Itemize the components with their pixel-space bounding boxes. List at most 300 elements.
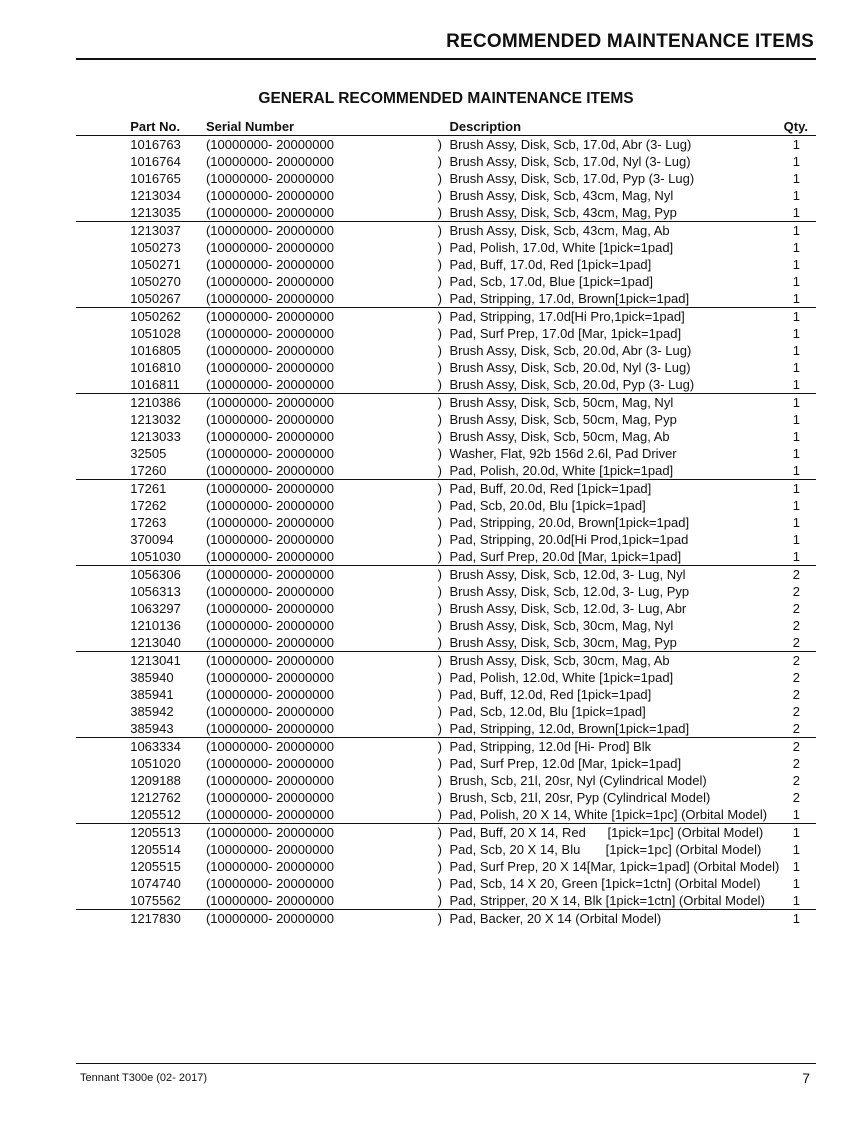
table-row [76, 497, 816, 514]
serial-range [206, 720, 450, 738]
row-spacer [76, 566, 130, 584]
quantity: 1 [792, 204, 800, 220]
serial-range-text: (10000000- 20000000 [205, 789, 334, 805]
part-number: 1213040 [130, 634, 181, 650]
part-number: 1209188 [130, 772, 181, 788]
description: Pad, Buff, 17.0d, Red [1pick=1pad] [449, 256, 652, 272]
serial-range-wrap [206, 807, 442, 823]
quantity: 2 [792, 634, 800, 650]
serial-range-text: (10000000- 20000000 [205, 669, 334, 685]
table-row [76, 136, 816, 154]
part-number: 1205512 [130, 806, 181, 822]
serial-range-close: ) [437, 325, 442, 341]
header-spacer [76, 119, 130, 136]
column-header-serial: Serial Number [206, 119, 450, 136]
serial-range-close: ) [437, 858, 442, 874]
description: Brush Assy, Disk, Scb, 17.0d, Nyl (3- Lug) [449, 153, 691, 169]
table-row [76, 290, 816, 308]
quantity: 1 [779, 480, 816, 498]
serial-range-wrap [206, 137, 442, 153]
serial-range-text: (10000000- 20000000 [205, 376, 334, 392]
row-spacer [76, 411, 130, 428]
serial-range-wrap [206, 463, 442, 479]
quantity: 2 [792, 772, 800, 788]
serial-range [206, 136, 450, 154]
serial-range-text: (10000000- 20000000 [205, 738, 334, 754]
quantity: 1 [792, 548, 800, 564]
quantity: 1 [792, 462, 800, 478]
part-number: 1051030 [130, 548, 181, 564]
serial-range-close: ) [437, 583, 442, 599]
description: Pad, Surf Prep, 20 X 14[Mar, 1pick=1pad] (Orbital Model) [449, 858, 780, 874]
description: Brush Assy, Disk, Scb, 50cm, Mag, Ab [449, 428, 670, 444]
serial-range [206, 892, 450, 910]
table-row [76, 789, 816, 806]
serial-range-wrap [206, 859, 442, 875]
table-row [76, 858, 816, 875]
serial-range-text: (10000000- 20000000 [205, 428, 334, 444]
part-number: 1213035 [130, 204, 181, 220]
serial-range-close: ) [437, 755, 442, 771]
page-header-title: RECOMMENDED MAINTENANCE ITEMS [446, 31, 814, 52]
serial-range-wrap [206, 635, 442, 651]
part-number: 1016805 [130, 342, 181, 358]
column-header-description: Description [450, 119, 780, 136]
serial-range-text: (10000000- 20000000 [205, 686, 334, 702]
row-spacer [76, 342, 130, 359]
row-spacer [76, 187, 130, 204]
table-row [76, 359, 816, 376]
description: Pad, Polish, 20 X 14, White [1pick=1pc] (Orbital Model) [449, 806, 768, 822]
serial-range-wrap [206, 326, 442, 342]
serial-range-wrap [206, 567, 442, 583]
part-number: 1205514 [130, 841, 181, 857]
serial-range [206, 170, 450, 187]
quantity: 1 [792, 531, 800, 547]
row-spacer [76, 153, 130, 170]
part-number: 1016811 [130, 376, 180, 392]
serial-range-text: (10000000- 20000000 [205, 600, 334, 616]
description: Brush Assy, Disk, Scb, 17.0d, Pyp (3- Lug) [449, 170, 695, 186]
serial-range-text: (10000000- 20000000 [205, 720, 334, 736]
quantity: 1 [779, 824, 816, 842]
serial-range-close: ) [437, 566, 442, 582]
serial-range-text: (10000000- 20000000 [205, 841, 334, 857]
table-row [76, 841, 816, 858]
serial-range-wrap [206, 825, 442, 841]
maintenance-items-table [76, 119, 816, 927]
serial-range-text: (10000000- 20000000 [205, 514, 334, 530]
serial-range-text: (10000000- 20000000 [205, 170, 334, 186]
row-spacer [76, 652, 130, 670]
description: Brush Assy, Disk, Scb, 50cm, Mag, Nyl [450, 394, 780, 412]
quantity: 2 [792, 583, 800, 599]
description: Pad, Scb, 12.0d, Blu [1pick=1pad] [449, 703, 646, 719]
footer-document-id: Tennant T300e (02- 2017) [80, 1072, 207, 1084]
description: Brush, Scb, 21l, 20sr, Nyl (Cylindrical Model) [449, 772, 707, 788]
description: Pad, Surf Prep, 12.0d [Mar, 1pick=1pad] [449, 755, 682, 771]
part-number: 1051020 [130, 755, 181, 771]
serial-range-close: ) [437, 394, 442, 410]
serial-range-wrap [206, 601, 442, 617]
serial-range-text: (10000000- 20000000 [205, 290, 334, 306]
serial-range [206, 583, 450, 600]
quantity: 1 [792, 187, 800, 203]
description: Pad, Buff, 20.0d, Red [1pick=1pad] [450, 480, 780, 498]
serial-range-text: (10000000- 20000000 [205, 204, 334, 220]
description: Pad, Stripping, 12.0d, Brown[1pick=1pad] [449, 720, 690, 736]
serial-range [206, 411, 450, 428]
serial-range-wrap [206, 154, 442, 170]
serial-range-text: (10000000- 20000000 [205, 359, 334, 375]
part-number: 1213037 [130, 222, 206, 240]
quantity: 2 [779, 738, 816, 756]
serial-range-wrap [206, 687, 442, 703]
serial-range-close: ) [437, 462, 442, 478]
serial-range-wrap [206, 842, 442, 858]
serial-range-close: ) [437, 376, 442, 392]
part-number: 1213034 [130, 187, 181, 203]
serial-range [206, 652, 450, 670]
serial-range-close: ) [437, 669, 442, 685]
serial-range [206, 376, 450, 394]
row-spacer [76, 359, 130, 376]
serial-range-text: (10000000- 20000000 [205, 755, 334, 771]
serial-range-text: (10000000- 20000000 [205, 892, 334, 908]
row-spacer [76, 325, 130, 342]
serial-range-text: (10000000- 20000000 [205, 548, 334, 564]
part-number: 17261 [130, 480, 206, 498]
table-row [76, 153, 816, 170]
quantity: 2 [792, 669, 800, 685]
quantity: 2 [792, 755, 800, 771]
serial-range [206, 514, 450, 531]
row-spacer [76, 738, 130, 756]
serial-range-text: (10000000- 20000000 [205, 411, 334, 427]
table-row [76, 755, 816, 772]
serial-range-close: ) [437, 548, 442, 564]
quantity: 2 [792, 600, 800, 616]
serial-range-wrap [206, 721, 442, 737]
serial-range-wrap [206, 309, 442, 325]
row-spacer [76, 910, 130, 928]
serial-range-wrap [206, 790, 442, 806]
serial-range-wrap [206, 257, 442, 273]
serial-range-text: (10000000- 20000000 [205, 187, 334, 203]
serial-range [206, 669, 450, 686]
serial-range-close: ) [437, 359, 442, 375]
serial-range [206, 755, 450, 772]
row-spacer [76, 462, 130, 480]
serial-range [206, 686, 450, 703]
serial-range-close: ) [437, 875, 442, 891]
serial-range [206, 566, 450, 584]
quantity: 1 [792, 841, 800, 857]
serial-range-text: (10000000- 20000000 [205, 806, 334, 822]
serial-range [206, 325, 450, 342]
serial-range-text: (10000000- 20000000 [205, 136, 334, 152]
serial-range-wrap [206, 395, 442, 411]
serial-range-wrap [206, 773, 442, 789]
serial-range [206, 428, 450, 445]
quantity: 1 [792, 892, 800, 908]
description: Washer, Flat, 92b 156d 2.6l, Pad Driver [449, 445, 677, 461]
row-spacer [76, 308, 130, 326]
row-spacer [76, 600, 130, 617]
table-row [76, 824, 816, 842]
quantity: 1 [792, 514, 800, 530]
footer-divider [76, 1063, 816, 1064]
serial-range-text: (10000000- 20000000 [205, 394, 334, 410]
table-row [76, 222, 816, 240]
serial-range-text: (10000000- 20000000 [205, 480, 334, 496]
serial-range-close: ) [437, 531, 442, 547]
quantity: 2 [792, 720, 800, 736]
serial-range [206, 187, 450, 204]
part-number: 1050273 [130, 239, 181, 255]
serial-range-text: (10000000- 20000000 [205, 273, 334, 289]
serial-range-text: (10000000- 20000000 [205, 531, 334, 547]
table-row [76, 806, 816, 824]
serial-range-close: ) [437, 256, 442, 272]
serial-range-text: (10000000- 20000000 [205, 858, 334, 874]
serial-range-wrap [206, 653, 442, 669]
row-spacer [76, 445, 130, 462]
serial-range-close: ) [437, 136, 442, 152]
serial-range-text: (10000000- 20000000 [205, 222, 334, 238]
table-row [76, 514, 816, 531]
serial-range-wrap [206, 240, 442, 256]
description: Brush Assy, Disk, Scb, 43cm, Mag, Pyp [449, 204, 677, 220]
serial-range-close: ) [437, 153, 442, 169]
part-number: 17262 [130, 497, 167, 513]
serial-range-close: ) [437, 480, 442, 496]
serial-range-wrap [206, 876, 442, 892]
table-row [76, 256, 816, 273]
part-number: 17263 [130, 514, 167, 530]
table-row [76, 187, 816, 204]
table-row [76, 411, 816, 428]
serial-range-wrap [206, 618, 442, 634]
page-number: 7 [802, 1070, 810, 1086]
table-row [76, 686, 816, 703]
serial-range-close: ) [437, 342, 442, 358]
table-row [76, 445, 816, 462]
serial-range [206, 841, 450, 858]
table-row [76, 376, 816, 394]
quantity: 1 [779, 222, 816, 240]
row-spacer [76, 755, 130, 772]
serial-range [206, 480, 450, 498]
row-spacer [76, 858, 130, 875]
table-row [76, 462, 816, 480]
row-spacer [76, 531, 130, 548]
table-row [76, 703, 816, 720]
serial-range-text: (10000000- 20000000 [205, 153, 334, 169]
serial-range [206, 789, 450, 806]
table-row [76, 308, 816, 326]
quantity: 1 [792, 256, 800, 272]
row-spacer [76, 669, 130, 686]
description: Brush Assy, Disk, Scb, 43cm, Mag, Ab [450, 222, 780, 240]
serial-range [206, 703, 450, 720]
part-number: 1205513 [130, 824, 206, 842]
serial-range-close: ) [437, 789, 442, 805]
serial-range-wrap [206, 756, 442, 772]
quantity: 1 [792, 411, 800, 427]
serial-range-wrap [206, 584, 442, 600]
serial-range [206, 462, 450, 480]
part-number: 1210136 [130, 617, 181, 633]
quantity: 2 [779, 652, 816, 670]
row-spacer [76, 583, 130, 600]
quantity: 1 [792, 170, 800, 186]
serial-range-wrap [206, 481, 442, 497]
part-number: 385943 [130, 720, 174, 736]
part-number: 1051028 [130, 325, 181, 341]
serial-range [206, 772, 450, 789]
serial-range [206, 256, 450, 273]
serial-range-text: (10000000- 20000000 [205, 703, 334, 719]
serial-range-wrap [206, 274, 442, 290]
row-spacer [76, 497, 130, 514]
serial-range-wrap [206, 360, 442, 376]
description: Brush Assy, Disk, Scb, 30cm, Mag, Pyp [449, 634, 677, 650]
part-number: 1056306 [130, 566, 206, 584]
part-number: 1210386 [130, 394, 206, 412]
serial-range-wrap [206, 412, 442, 428]
quantity: 2 [792, 703, 800, 719]
serial-range [206, 548, 450, 566]
part-number: 1050270 [130, 273, 181, 289]
description: Brush Assy, Disk, Scb, 12.0d, 3- Lug, Nyl [450, 566, 780, 584]
header-divider [76, 58, 816, 60]
quantity: 1 [792, 290, 800, 306]
part-number: 32505 [130, 445, 167, 461]
part-number: 1016810 [130, 359, 181, 375]
table-row [76, 652, 816, 670]
table-row [76, 669, 816, 686]
quantity: 1 [792, 273, 800, 289]
row-spacer [76, 239, 130, 256]
column-header-qty: Qty. [779, 119, 816, 136]
description: Brush Assy, Disk, Scb, 30cm, Mag, Nyl [449, 617, 674, 633]
part-number: 1050271 [130, 256, 181, 272]
row-spacer [76, 394, 130, 412]
serial-range [206, 342, 450, 359]
serial-range [206, 617, 450, 634]
row-spacer [76, 686, 130, 703]
serial-range-wrap [206, 171, 442, 187]
serial-range-wrap [206, 515, 442, 531]
table-header-row [76, 119, 816, 136]
serial-range-close: ) [437, 428, 442, 444]
description: Pad, Scb, 20 X 14, Blu [1pick=1pc] (Orbital Model) [449, 841, 762, 857]
quantity: 1 [779, 910, 816, 928]
row-spacer [76, 703, 130, 720]
table-row [76, 583, 816, 600]
row-spacer [76, 806, 130, 824]
part-number: 385940 [130, 669, 174, 685]
table-row [76, 910, 816, 928]
serial-range-wrap [206, 343, 442, 359]
serial-range-wrap [206, 188, 442, 204]
part-number: 1075562 [130, 892, 181, 908]
serial-range-text: (10000000- 20000000 [205, 325, 334, 341]
row-spacer [76, 875, 130, 892]
quantity: 1 [792, 376, 800, 392]
serial-range-close: ) [437, 273, 442, 289]
part-number: 1074740 [130, 875, 181, 891]
serial-range-text: (10000000- 20000000 [205, 566, 334, 582]
serial-range [206, 634, 450, 652]
serial-range [206, 858, 450, 875]
table-row [76, 239, 816, 256]
row-spacer [76, 376, 130, 394]
serial-range-text: (10000000- 20000000 [205, 772, 334, 788]
table-row [76, 772, 816, 789]
part-number: 1213033 [130, 428, 181, 444]
serial-range-close: ) [437, 514, 442, 530]
serial-range-close: ) [437, 170, 442, 186]
serial-range [206, 222, 450, 240]
serial-range [206, 497, 450, 514]
row-spacer [76, 720, 130, 738]
quantity: 1 [779, 308, 816, 326]
row-spacer [76, 290, 130, 308]
part-number: 1063297 [130, 600, 181, 616]
serial-range-text: (10000000- 20000000 [205, 497, 334, 513]
part-number: 1016765 [130, 170, 181, 186]
serial-range-wrap [206, 291, 442, 307]
quantity: 1 [792, 136, 800, 152]
serial-range-close: ) [437, 652, 442, 668]
serial-range-close: ) [437, 187, 442, 203]
serial-range-close: ) [437, 806, 442, 822]
table-row [76, 600, 816, 617]
serial-range [206, 359, 450, 376]
quantity: 1 [792, 153, 800, 169]
row-spacer [76, 204, 130, 222]
serial-range-text: (10000000- 20000000 [205, 239, 334, 255]
serial-range-text: (10000000- 20000000 [205, 256, 334, 272]
description: Pad, Scb, 14 X 20, Green [1pick=1ctn] (Orbital Model) [449, 875, 761, 891]
row-spacer [76, 772, 130, 789]
quantity: 1 [792, 497, 800, 513]
serial-range-close: ) [437, 772, 442, 788]
row-spacer [76, 170, 130, 187]
description: Pad, Stripping, 17.0d[Hi Pro,1pick=1pad] [450, 308, 780, 326]
serial-range-wrap [206, 532, 442, 548]
serial-range-wrap [206, 446, 442, 462]
description: Pad, Surf Prep, 17.0d [Mar, 1pick=1pad] [449, 325, 682, 341]
serial-range [206, 153, 450, 170]
description: Pad, Stripper, 20 X 14, Blk [1pick=1ctn] (Orbital Model) [449, 892, 765, 908]
row-spacer [76, 824, 130, 842]
table-row [76, 342, 816, 359]
serial-range-close: ) [437, 445, 442, 461]
quantity: 1 [792, 445, 800, 461]
table-row [76, 892, 816, 910]
serial-range-wrap [206, 498, 442, 514]
row-spacer [76, 480, 130, 498]
serial-range-wrap [206, 704, 442, 720]
row-spacer [76, 136, 130, 154]
row-spacer [76, 428, 130, 445]
row-spacer [76, 634, 130, 652]
serial-range-text: (10000000- 20000000 [205, 342, 334, 358]
description: Brush Assy, Disk, Scb, 12.0d, 3- Lug, Abr [449, 600, 687, 616]
